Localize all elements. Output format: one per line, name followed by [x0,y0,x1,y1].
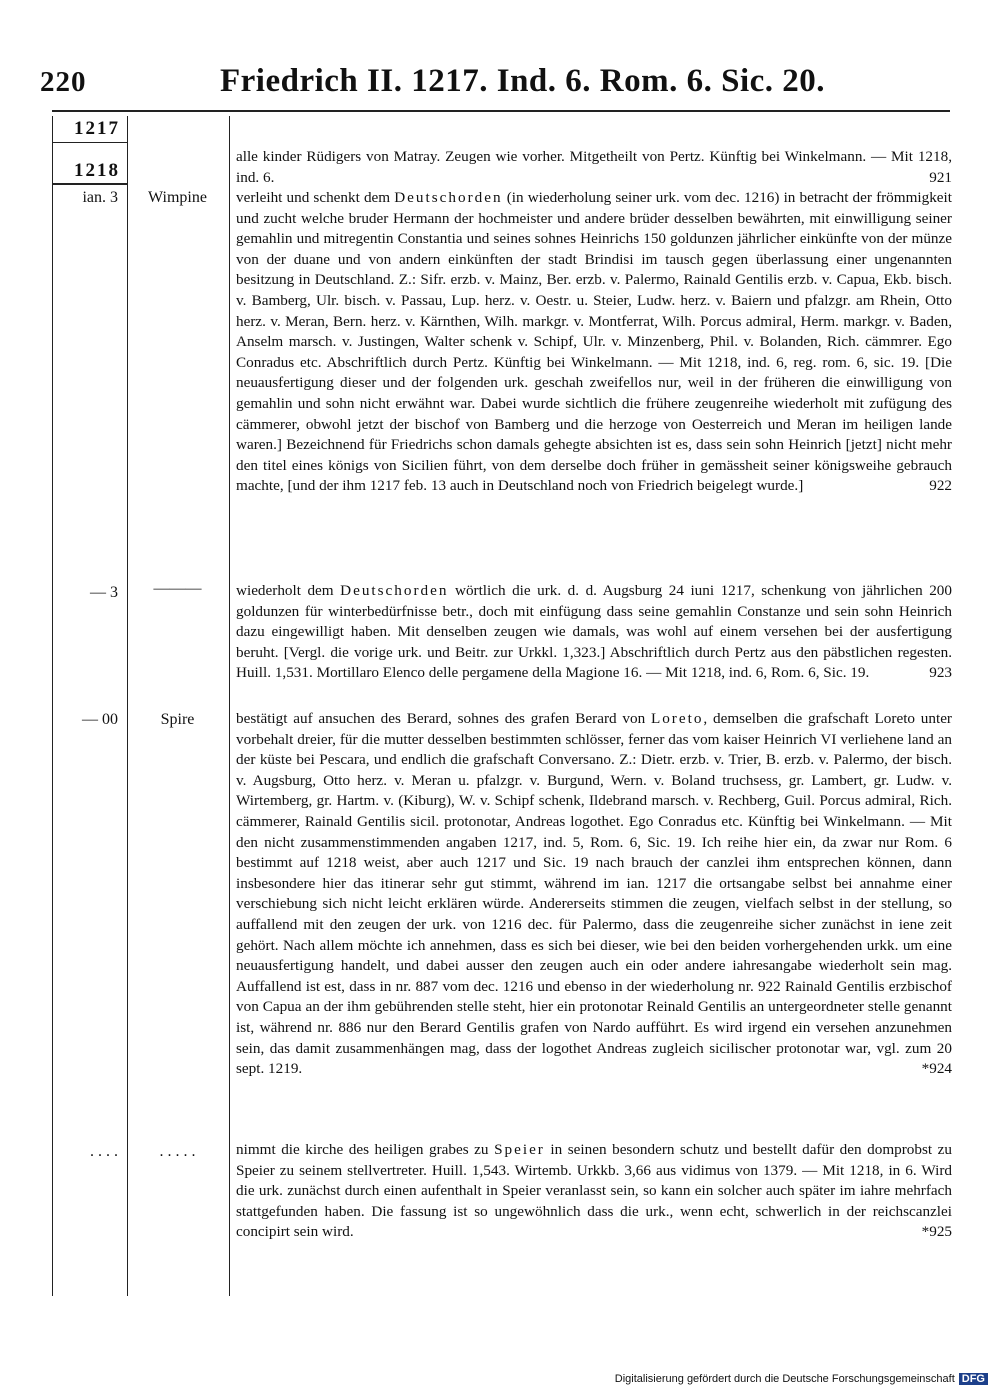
regest-entry [236,147,952,188]
entry-date: — 00 [82,711,118,728]
entry-place: ——— [153,580,202,597]
credit-text: Digitalisierung gefördert durch die Deutsche Forschungsgemeinschaft [614,1373,955,1385]
entry-keyword: Speier [494,1141,545,1158]
page-number: 220 [40,66,87,98]
entry-text-intro: nimmt die kirche des heiligen grabes zu [236,1141,495,1158]
entry-place: Spire [160,711,195,728]
entry-date: ian. 3 [82,189,118,206]
regest-entry [236,188,952,497]
entry-number: 921 [929,168,952,186]
regest-entry [236,581,952,684]
entry-text-intro: bestätigt auf ansuchen des Berard, sohnes des grafen Berard von [236,710,651,727]
entry-number: 923 [929,664,952,682]
entry-date: — 3 [90,584,118,601]
entry-text: in seinen besondern schutz und bestellt dafür den domprobst zu Speier zu seinem stellvertreter. Huill. 1,543. Wirtemb. Urkkb. 3,66 aus vidimus von 1379. — Mit 1218, in 6. Wird die urk. zunächst durch einen aufenthalt in Speier veranlasst sein, so kann ein solcher auch später im iahre mehrfach stattgefunden haben. Die fassung ist so ungewöhnlich dass die urk., wenn echt, schwerlich in der reichscanzlei concipirt sein wird. [236,1141,952,1241]
entry-place: . . . . . [159,1143,196,1160]
entry-keyword: Deutschorden [394,189,503,206]
entry-text-intro: verleiht und schenkt dem [236,189,395,206]
header-rule [52,110,950,112]
entry-keyword: Loreto [650,710,704,727]
entry-number: *924 [921,1060,952,1078]
entry-keyword: Deutschorden [340,582,449,599]
entry-text: , demselben die grafschaft Loreto unter vorbehalt dreier, für die mutter desselben bestimmten schlösser, ferner das vom kaiser Heinrich VI verliehene land an der küste bei Pescara, und endlich die grafschaft Conversano. Z.: Dietr. erzb. v. Trier, B. erzb. v. Palermo, der bisch. v. Augsburg, Otto herz. v. Meran u. pfalzgr. v. Burgund, Wern. v. Boland truchsess, gr. Lambert, gr. Ludw. v. Wirtemberg, gr. Hartm. v. (Kiburg), W. v. Schipf schenk, Ildebrand marsch. v. Rechberg, Guil. Porcus admiral, Rich. cämmerer, Rainald Gentilis sicil. protonotar, Andreas logothet. Ego Conradus etc. Künftig bei Winkelmann. — Mit den nicht zusammenstimmenden angaben 1217, ind. 5, Rom. 6, Sic. 19. Ich reihe hier ein, da zwar nur Rom. 6 bestimmt auf 1218 weist, aber auch 1217 und Sic. 19 nach brauch der canzlei ihm entsprechen können, dann insbesondere hier das itinerar sehr gut stimmt, während im ian. 1217 die ortsangabe selbst bei annahme einer verschiebung sich nicht leicht erklären würde. Andererseits stimmen die zeugen, vielfach selbst in der stellung, so auffallend mit den zeugen der urk. von 1216 dec. für Palermo, dass die zeugenreihe sicher zunächst in iene zeit gehört. Nach allem möchte ich annehmen, dass es sich bei dieser, wie bei den beiden vorhergehenden urkk. um eine neuausfertigung handelt, und dabei ausser den zeugen auch ein oder andere iahresangabe wiederholt sein mag. Auffallend ist est, dass in nr. 887 vom dec. 1216 und ebenso in der wiederholung nr. 922 Rainald Gentilis erzbischof von Capua an der ihm gebührenden stelle steht, hier ein protonotar Reinald Gentilis an untergeordneter stelle genannt ist, während nr. 886 nur den Berard Gentilis grafen von Nardo aufführt. Es wird irgend ein versehen anzunehmen sein, das damit zusammenhängen mag, dass der logothet Andreas zugleich sicilischer protonotar war, vgl. zum 20 sept. 1219. [236,710,952,1078]
regest-entry [236,1140,952,1243]
page-title: Friedrich II. 1217. Ind. 6. Rom. 6. Sic. 20. [220,63,826,99]
year-label: 1217 [74,118,120,139]
entry-number: 922 [929,477,952,495]
entry-place: Wimpine [148,189,207,206]
margin-right-rule [229,116,230,1296]
digitization-credit [615,1373,988,1385]
year-divider [52,183,127,185]
margin-left-rule [52,116,53,1296]
entry-text: wörtlich die urk. d. d. Augsburg 24 iuni 1217, schenkung von jährlichen 200 goldunzen für winterbedürfnisse betr., doch mit einfügung dass seine gemahlin Constanze und sein sohn Heinrich dazu eingewilligt haben. Mit denselben zeugen wie damals, was wohl auf einem versehen bei der ausfertigung beruht. [Vergl. die vorige urk. und Beitr. zur Urkkl. 1,323.] Abschriftlich durch Pertz aus den päbstlichen regesten. Huill. 1,531. Mortillaro Elenco delle pergamene della Magione 16. — Mit 1218, ind. 6, Rom. 6, Sic. 19. [236,582,952,682]
year-label: 1218 [74,160,120,181]
regest-entry [236,709,952,1080]
entry-text: alle kinder Rüdigers von Matray. Zeugen wie vorher. Mitgetheilt von Pertz. Künftig bei Winkelmann. — Mit 1218, ind. 6. [236,148,952,186]
entry-number: *925 [921,1223,952,1241]
dfg-logo: DFG [959,1373,988,1385]
entry-date: . . . . [90,1143,118,1160]
year-divider [52,142,127,143]
entry-text: (in wiederholung seiner urk. vom dec. 1216) in betracht der frömmigkeit und zucht welche bruder Hermann der hochmeister und andere brüder desselben bewährten, mit einwilligung seiner gemahlin und mitregentin Constantia und seines sohnes Heinrichs 150 goldunzen jährlicher einkünfte von der münze von der duane und von andern einkünften der stadt Brindisi im tausch gegen überlassung einer ungenannten besitzung in Deutschland. Z.: Sifr. erzb. v. Mainz, Ber. erzb. v. Palermo, Rainald Gentilis erzb. v. Capua, Ekb. bisch. v. Bamberg, Ulr. bisch. v. Passau, Lup. herz. v. Oestr. u. Steier, Ludw. herz. v. Baiern und pfalzgr. am Rhein, Otto herz. v. Meran, Bern. herz. v. Kärnthen, Wilh. markgr. v. Montferrat, Wilh. Porcus admiral, Herm. markgr. v. Baden, Anselm marsch. v. Justingen, Walter schenk v. Schipf, Ulr. v. Minzenberg, Phil. v. Bolanden, Rich. cämmrer. Ego Conradus etc. Abschriftlich durch Pertz. Künftig bei Winkelmann. — Mit 1218, ind. 6, reg. rom. 6, sic. 19. [Die neuausfertigung dieser und der folgenden urk. geschah zweifellos nur, weil in der früheren die einwilligung von gemahlin und sohn nicht erwähnt war. Dabei wurde sichtlich die frühere zeugenreihe wiederholt mit zufügung des cämmerer, obwohl jetzt der bischof von Bamberg und die herzoge von Oesterreich und Meran im heiligen lande waren.] Bezeichnend für Friedrichs schon damals gehegte absichten ist es, dass sein sohn Heinrich [jetzt] nicht mehr den titel eines königs von Sicilien führt, von dem derselbe doch früher in gemässheit seiner königsweihe gebrauch machte, [und der ihm 1217 feb. 13 auch in Deutschland noch von Friedrich beigelegt wurde.] [236,189,952,495]
entry-text-intro: wiederholt dem [236,582,341,599]
margin-middle-rule [127,116,128,1296]
